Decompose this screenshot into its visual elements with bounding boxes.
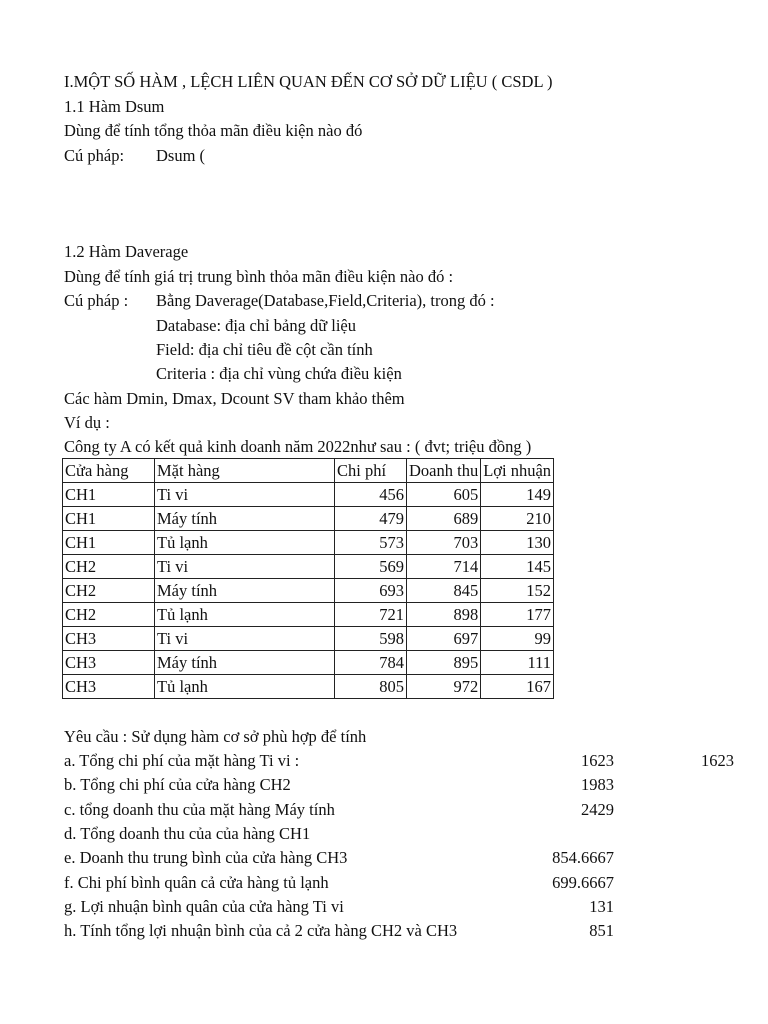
requirement-text: d. Tổng doanh thu của của hàng CH1 xyxy=(64,824,311,843)
cell-profit: 210 xyxy=(481,507,554,531)
daverage-description: Dùng để tính giá trị trung bình thỏa mãn điều kiện nào đó : xyxy=(64,267,454,286)
table-row xyxy=(63,483,554,507)
table-row xyxy=(63,507,554,531)
cell-profit: 145 xyxy=(481,555,554,579)
cell-cost: 784 xyxy=(335,651,407,675)
requirement-value: 851 xyxy=(589,921,614,940)
cell-profit: 130 xyxy=(481,531,554,555)
table-row xyxy=(63,675,554,699)
dsum-syntax-line xyxy=(64,146,205,166)
requirement-value: 131 xyxy=(589,897,614,916)
requirement-text: c. tổng doanh thu của mặt hàng Máy tính xyxy=(64,800,335,819)
cell-product: Ti vi xyxy=(155,555,335,579)
requirement-text: f. Chi phí bình quân cả cửa hàng tủ lạnh xyxy=(64,873,329,892)
field-param: Field: địa chỉ tiêu đề cột cần tính xyxy=(156,340,373,359)
cell-revenue: 689 xyxy=(407,507,481,531)
dsum-title: 1.1 Hàm Dsum xyxy=(64,97,165,116)
header-revenue: Doanh thu xyxy=(407,459,481,483)
example-label: Ví dụ : xyxy=(64,413,110,432)
cell-revenue: 714 xyxy=(407,555,481,579)
cell-revenue: 697 xyxy=(407,627,481,651)
requirement-text: a. Tổng chi phí của mặt hàng Ti vi : xyxy=(64,751,300,770)
cell-store: CH2 xyxy=(63,579,155,603)
requirement-value: 854.6667 xyxy=(552,848,614,867)
dsum-syntax: Dsum ( xyxy=(156,146,206,165)
cell-product: Máy tính xyxy=(155,507,335,531)
header-product: Mặt hàng xyxy=(155,459,335,483)
cell-revenue: 845 xyxy=(407,579,481,603)
cell-store: CH2 xyxy=(63,555,155,579)
cell-revenue: 898 xyxy=(407,603,481,627)
table-row xyxy=(63,579,554,603)
cell-cost: 456 xyxy=(335,483,407,507)
requirement-value: 699.6667 xyxy=(552,873,614,892)
header-profit: Lợi nhuận xyxy=(481,459,554,483)
requirement-value: 1983 xyxy=(581,775,614,794)
company-description: Công ty A có kết quả kinh doanh năm 2022như sau : ( đvt; triệu đồng ) xyxy=(64,437,532,456)
header-cost: Chi phí xyxy=(335,459,407,483)
cell-profit: 152 xyxy=(481,579,554,603)
cell-store: CH3 xyxy=(63,627,155,651)
cell-revenue: 972 xyxy=(407,675,481,699)
requirement-text: h. Tính tổng lợi nhuận bình của cả 2 cửa hàng CH2 và CH3 xyxy=(64,921,458,940)
cell-profit: 149 xyxy=(481,483,554,507)
cell-store: CH2 xyxy=(63,603,155,627)
cell-profit: 111 xyxy=(481,651,554,675)
requirement-text: g. Lợi nhuận bình quân của cửa hàng Ti vi xyxy=(64,897,344,916)
table-row xyxy=(63,555,554,579)
requirement-extra-value: 1623 xyxy=(701,751,734,770)
cell-cost: 721 xyxy=(335,603,407,627)
cell-product: Ti vi xyxy=(155,483,335,507)
requirements-title: Yêu cầu : Sử dụng hàm cơ sở phù hợp để tính xyxy=(64,727,367,746)
business-results-table xyxy=(62,458,554,699)
table-row xyxy=(63,531,554,555)
cell-store: CH1 xyxy=(63,483,155,507)
cell-revenue: 895 xyxy=(407,651,481,675)
cell-cost: 569 xyxy=(335,555,407,579)
daverage-syntax-line xyxy=(64,291,495,311)
daverage-syntax-label: Cú pháp : xyxy=(64,291,129,310)
section-heading: I.MỘT SỐ HÀM , LỆCH LIÊN QUAN ĐẾN CƠ SỞ DỮ LIỆU ( CSDL ) xyxy=(64,72,553,91)
table-row xyxy=(63,603,554,627)
dsum-syntax-label: Cú pháp: xyxy=(64,146,125,165)
cell-profit: 167 xyxy=(481,675,554,699)
cell-cost: 805 xyxy=(335,675,407,699)
cell-store: CH1 xyxy=(63,531,155,555)
header-store: Cửa hàng xyxy=(63,459,155,483)
requirement-value: 2429 xyxy=(581,800,614,819)
cell-store: CH1 xyxy=(63,507,155,531)
requirement-text: b. Tổng chi phí của cửa hàng CH2 xyxy=(64,775,291,794)
cell-cost: 693 xyxy=(335,579,407,603)
cell-cost: 598 xyxy=(335,627,407,651)
cell-product: Máy tính xyxy=(155,651,335,675)
cell-store: CH3 xyxy=(63,675,155,699)
other-functions-note: Các hàm Dmin, Dmax, Dcount SV tham khảo thêm xyxy=(64,389,405,408)
cell-cost: 573 xyxy=(335,531,407,555)
cell-profit: 177 xyxy=(481,603,554,627)
dsum-description: Dùng để tính tổng thỏa mãn điều kiện nào đó xyxy=(64,121,363,140)
cell-product: Tủ lạnh xyxy=(155,603,335,627)
table-row xyxy=(63,651,554,675)
requirement-text: e. Doanh thu trung bình của cửa hàng CH3 xyxy=(64,848,348,867)
cell-profit: 99 xyxy=(481,627,554,651)
cell-store: CH3 xyxy=(63,651,155,675)
criteria-param: Criteria : địa chỉ vùng chứa điều kiện xyxy=(156,364,402,383)
database-param: Database: địa chỉ bảng dữ liệu xyxy=(156,316,356,335)
table-row xyxy=(63,627,554,651)
cell-product: Tủ lạnh xyxy=(155,675,335,699)
cell-revenue: 605 xyxy=(407,483,481,507)
table-header-row xyxy=(63,459,554,483)
cell-product: Ti vi xyxy=(155,627,335,651)
daverage-syntax: Bằng Daverage(Database,Field,Criteria), trong đó : xyxy=(156,291,495,310)
cell-product: Máy tính xyxy=(155,579,335,603)
requirement-value: 1623 xyxy=(581,751,614,770)
cell-cost: 479 xyxy=(335,507,407,531)
cell-product: Tủ lạnh xyxy=(155,531,335,555)
cell-revenue: 703 xyxy=(407,531,481,555)
daverage-title: 1.2 Hàm Daverage xyxy=(64,242,189,261)
